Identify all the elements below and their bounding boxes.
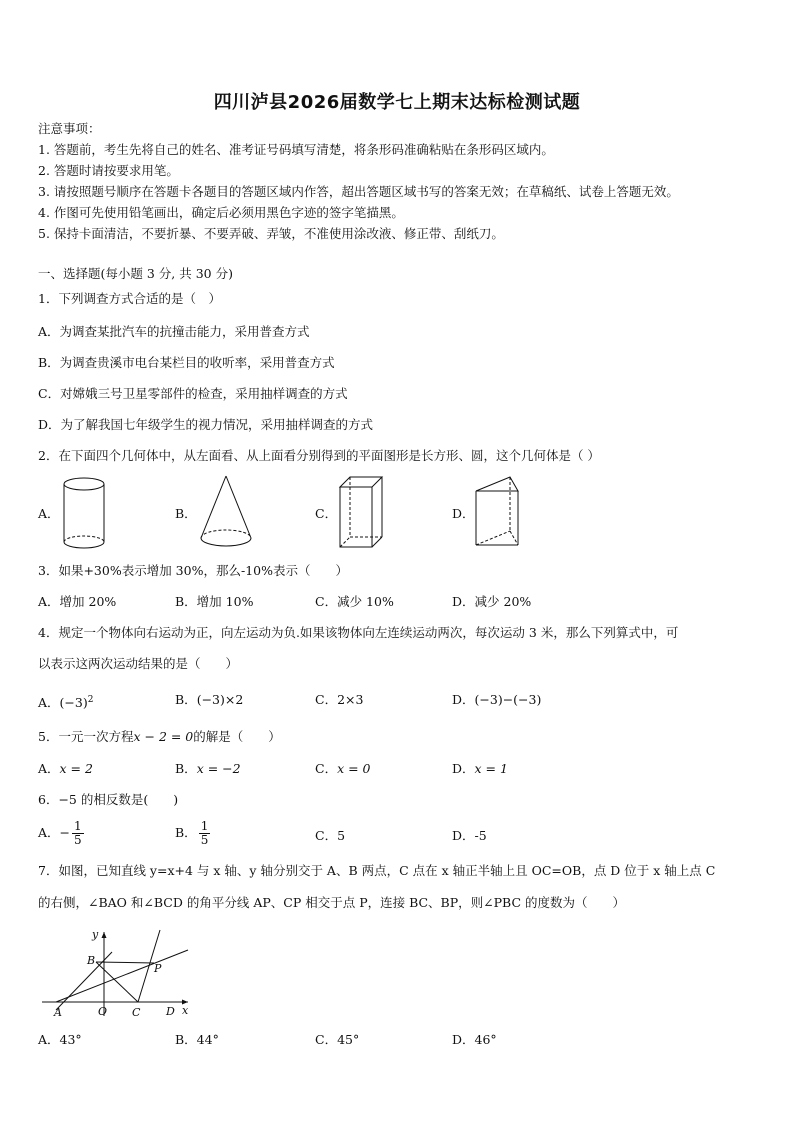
point-b-label: B xyxy=(87,954,96,967)
q6-value-d: -5 xyxy=(474,828,487,843)
q5-expr-a: x = 2 xyxy=(59,761,93,776)
q6-option-c xyxy=(315,827,345,845)
q4-label-b: B． xyxy=(175,692,197,707)
q4-stem-line-1: 4．规定一个物体向右运动为正，向左运动为负.如果该物体向左连续运动两次，每次运动 3 米，那么下列算式中，可 xyxy=(38,625,679,640)
notice-item-5: 5. 保持卡面清洁，不要折暴、不要弄破、弄皱，不准使用涂改液、修正带、刮纸刀。 xyxy=(38,226,504,241)
q2-label-b: B． xyxy=(175,506,197,521)
q6-numerator-b: 1 xyxy=(200,819,209,833)
q5-label-b: B． xyxy=(175,761,197,776)
q5-stem-start: 5．一元一次方程 xyxy=(38,729,134,744)
q4-expr-d: (−3)−(−3) xyxy=(474,692,542,707)
q5-stem xyxy=(38,728,281,746)
q2-label-c: C． xyxy=(315,506,338,521)
point-a-label: A xyxy=(54,1006,62,1019)
q6-value-c: 5 xyxy=(337,828,346,843)
q5-equation: x − 2 = 0 xyxy=(133,729,194,744)
point-o-label: O xyxy=(98,1005,108,1018)
q5-label-c: C． xyxy=(315,761,338,776)
q2-label-a: A． xyxy=(38,506,60,521)
q7-stem-line-1: 7．如图，已知直线 y=x+4 与 x 轴、y 轴分别交于 A、B 两点，C 点在 x 轴正半轴上且 OC=OB，点 D 位于 x 轴上点 C xyxy=(38,863,716,878)
section-heading: 一、选择题(每小题 3 分, 共 30 分) xyxy=(38,266,233,281)
notice-item-2: 2. 答题时请按要求用笔。 xyxy=(38,163,179,178)
q2-stem: 2．在下面四个几何体中，从左面看、从上面看分别得到的平面图形是长方形、圆，这个几何体是（ ） xyxy=(38,448,600,463)
q1-option-c: C．对嫦娥三号卫星零部件的检查，采用抽样调查的方式 xyxy=(38,386,348,401)
point-p-label: P xyxy=(154,962,162,975)
q7-geometry-figure xyxy=(40,926,196,1018)
q6-label-a: A． xyxy=(38,825,60,840)
q7-stem-line-2: 的右侧，∠BAO 和∠BCD 的角平分线 AP、CP 相交于点 P，连接 BC、BP，则∠PBC 的度数为（ ） xyxy=(38,895,625,910)
q2-label-d: D． xyxy=(452,506,475,521)
q5-label-a: A． xyxy=(38,761,60,776)
q1-stem: 1．下列调查方式合适的是（ ） xyxy=(38,291,221,306)
q1-option-d: D．为了解我国七年级学生的视力情况，采用抽样调查的方式 xyxy=(38,417,374,432)
y-axis-label: y xyxy=(92,928,99,941)
q4-option-b xyxy=(175,691,243,709)
q7-option-a: A．43° xyxy=(38,1032,82,1047)
q5-option-a xyxy=(38,760,93,778)
q5-label-d: D． xyxy=(452,761,475,776)
q3-option-b: B．增加 10% xyxy=(175,594,254,609)
q5-option-b xyxy=(175,760,241,778)
notice-item-3: 3. 请按照题号顺序在答题卡各题目的答题区域内作答，超出答题区域书写的答案无效；在草稿纸、试卷上答题无效。 xyxy=(38,184,679,199)
q4-expr-b: (−3)×2 xyxy=(196,692,244,707)
q3-option-c: C．减少 10% xyxy=(315,594,394,609)
q6-sign-a: − xyxy=(59,825,71,840)
q4-option-a xyxy=(38,691,93,712)
q4-label-c: C． xyxy=(315,692,338,707)
q7-option-c: C．45° xyxy=(315,1032,360,1047)
q6-option-d xyxy=(452,827,487,845)
page-title: 四川泸县2026届数学七上期末达标检测试题 xyxy=(213,92,581,113)
q4-label-d: D． xyxy=(452,692,475,707)
q4-expr-a: (−3) xyxy=(59,695,88,711)
q5-stem-end: 的解是（ ） xyxy=(193,729,281,744)
notice-item-1: 1. 答题前，考生先将自己的姓名、准考证号码填写清楚，将条形码准确粘贴在条形码区域内。 xyxy=(38,142,554,157)
q4-option-c xyxy=(315,691,363,709)
q6-numerator-a: 1 xyxy=(74,819,82,833)
q3-option-a: A．增加 20% xyxy=(38,594,117,609)
notice-heading: 注意事项： xyxy=(38,121,101,136)
notice-item-4: 4. 作图可先使用铅笔画出，确定后必须用黑色字迹的签字笔描黑。 xyxy=(38,205,404,220)
q3-option-d: D．减少 20% xyxy=(452,594,532,609)
q7-option-d: D．46° xyxy=(452,1032,497,1047)
q5-option-c xyxy=(315,760,371,778)
q4-expr-c: 2×3 xyxy=(337,692,364,707)
q6-denominator-a: 5 xyxy=(74,833,82,847)
triangular-prism-figure xyxy=(474,475,526,551)
q5-option-d xyxy=(452,760,508,778)
q3-stem: 3．如果+30%表示增加 30%，那么-10%表示（ ） xyxy=(38,563,348,578)
q6-fraction-a xyxy=(72,820,84,847)
q6-fraction-b xyxy=(199,820,211,847)
x-axis-label: x xyxy=(182,1004,189,1017)
q7-option-b: B．44° xyxy=(175,1032,219,1047)
cylinder-figure xyxy=(62,476,112,552)
q6-denominator-b: 5 xyxy=(200,833,209,847)
q5-expr-d: x = 1 xyxy=(474,761,508,776)
q4-stem-line-2: 以表示这两次运动结果的是（ ） xyxy=(38,656,239,671)
q4-option-d xyxy=(452,691,541,709)
q1-option-a: A．为调查某批汽车的抗撞击能力，采用普查方式 xyxy=(38,324,310,339)
q5-expr-c: x = 0 xyxy=(337,761,371,776)
q6-label-c: C． xyxy=(315,828,338,843)
q6-option-b xyxy=(175,818,212,848)
q5-expr-b: x = −2 xyxy=(196,761,241,776)
q6-option-a xyxy=(38,818,86,848)
q6-label-d: D． xyxy=(452,828,475,843)
rectangular-prism-figure xyxy=(338,475,386,551)
q6-label-b: B． xyxy=(175,825,197,840)
q6-stem: 6．−5 的相反数是( ) xyxy=(38,792,179,807)
q1-option-b: B．为调查贵溪市电台某栏目的收听率，采用普查方式 xyxy=(38,355,335,370)
q4-label-a: A． xyxy=(38,695,60,711)
point-c-label: C xyxy=(132,1006,141,1019)
cone-figure xyxy=(198,474,256,552)
point-d-label: D xyxy=(166,1005,175,1018)
q4-exponent-a: 2 xyxy=(87,695,94,705)
